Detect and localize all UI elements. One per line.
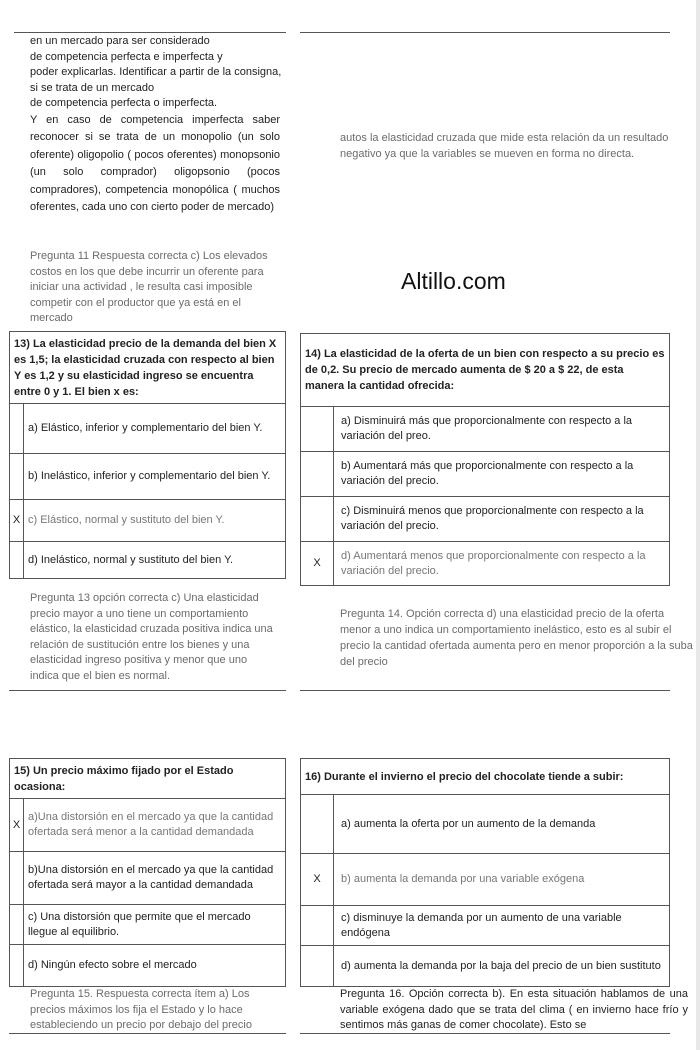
option-text: c) Elástico, normal y sustituto del bien Y. [28, 514, 225, 526]
answer-15: Pregunta 15. Respuesta correcta ítem a) Los precios máximos los fija el Estado y lo hace estableciendo un precio por debajo del precio [30, 988, 252, 1031]
answer-mark [301, 452, 334, 496]
option-15-d[interactable] [10, 945, 285, 986]
option-13-b[interactable] [10, 454, 285, 500]
divider [300, 1033, 670, 1034]
answer-mark [301, 946, 334, 986]
option-text: c) Una distorsión que permite que el mercado llegue al equilibrio. [28, 910, 251, 938]
answer-11: Pregunta 11 Respuesta correcta c) Los elevados costos en los que debe incurrir un oferente para iniciar una actividad , le resulta casi imposible competir con el productor que ya está en el mercado [30, 250, 268, 324]
answer-mark [301, 795, 334, 853]
option-15-a[interactable] [10, 799, 285, 852]
intro-text [30, 34, 298, 112]
answer-mark: X [10, 799, 24, 851]
page-edge [696, 0, 700, 1050]
answer-mark [301, 407, 334, 451]
question-16-title: 16) Durante el invierno el precio del chocolate tiende a subir: [301, 759, 669, 795]
divider [9, 690, 286, 691]
option-13-a[interactable] [10, 404, 285, 454]
answer-mark [10, 454, 24, 499]
question-15 [9, 758, 286, 987]
answer-mark: X [10, 500, 24, 541]
question-15-title: 15) Un precio máximo fijado por el Estado ocasiona: [10, 759, 285, 799]
question-14-title: 14) La elasticidad de la oferta de un bien con respecto a su precio es de 0,2. Su precio de mercado aumenta de $ 20 a $ 22, de esta manera la cantidad ofrecida: [301, 334, 669, 407]
divider [300, 32, 670, 33]
question-13-title: 13) La elasticidad precio de la demanda del bien X es 1,5; la elasticidad cruzada con respecto al bien Y es 1,2 y su elasticidad ingreso se encuentra entre 0 y 1. El bien x es: [10, 332, 285, 404]
question-16 [300, 758, 670, 987]
question-14 [300, 333, 670, 586]
answer-mark [10, 404, 24, 453]
intro-line: de competencia perfecta e imperfecta y [30, 50, 223, 63]
intro-paragraph: Y en caso de competencia imperfecta saber reconocer si se trata de un monopolio (un solo oferente) oligopolio ( pocos oferentes) monopsonio (un solo comprador) oligopsonio (pocos compradores), competencia monopólica ( muchos oferentes, cada uno con cierto poder de mercado) [30, 114, 280, 214]
option-text: c) Disminuirá menos que proporcionalmente con respecto a la variación del precio. [341, 505, 644, 532]
intro-line: poder explicarlas. Identificar a partir de la consigna, [30, 66, 282, 78]
option-14-d[interactable] [301, 542, 669, 585]
intro-line: si se trata de un mercado [30, 81, 155, 94]
option-15-b[interactable] [10, 852, 285, 905]
intro-line: de competencia perfecta o imperfecta. [30, 97, 218, 109]
option-text: b) aumenta la demanda por una variable exógena [341, 873, 585, 885]
divider [300, 690, 670, 691]
option-text: c) disminuye la demanda por un aumento de una variable endógena [341, 911, 622, 939]
answer-mark: X [301, 854, 334, 905]
divider [9, 1033, 286, 1034]
option-15-c[interactable] [10, 905, 285, 945]
option-text: a)Una distorsión en el mercado ya que la cantidad ofertada será menor a la cantidad demandada [28, 811, 274, 838]
intro-line: en un mercado para ser considerado [30, 35, 210, 47]
option-text: a) aumenta la oferta por un aumento de la demanda [341, 817, 596, 830]
option-16-b[interactable] [301, 854, 669, 906]
option-14-c[interactable] [301, 497, 669, 542]
answer-mark [301, 497, 334, 541]
option-text: d) Inelástico, normal y sustituto del bien Y. [28, 553, 234, 566]
divider [14, 32, 286, 33]
option-16-c[interactable] [301, 906, 669, 946]
answer-13: Pregunta 13 opción correcta c) Una elasticidad precio mayor a uno tiene un comportamiento elástico, la elasticidad cruzada positiva indica una relación de sustitución entre los bienes y una elasticidad ingreso positiva y menor que uno indica que el bien es normal. [30, 592, 273, 682]
answer-mark: X [301, 542, 334, 585]
answer-mark [10, 852, 24, 904]
option-14-b[interactable] [301, 452, 669, 497]
answer-16: Pregunta 16. Opción correcta b). En esta situación hablamos de una variable exógena dado que se trata del clima ( en invierno hace frío y sentimos más ganas de comer chocolate). Esto se [340, 988, 688, 1031]
col2-top-text: autos la elasticidad cruzada que mide esta relación da un resultado negativo ya que la variables se mueven en forma no directa. [340, 132, 669, 160]
option-text: d) Aumentará menos que proporcionalmente con respecto a la variación del precio. [341, 549, 646, 577]
answer-mark [10, 905, 24, 944]
option-text: a) Disminuirá más que proporcionalmente con respecto a la variación del preo. [341, 415, 633, 442]
option-text: a) Elástico, inferior y complementario del bien Y. [28, 422, 263, 434]
question-13 [9, 331, 286, 579]
option-16-d[interactable] [301, 946, 669, 986]
answer-14: Pregunta 14. Opción correcta d) una elasticidad precio de la oferta menor a uno indica un comportamiento inelástico, esto es al subir el precio la cantidad ofertada aumenta pero en menor proporción a la suba del precio [340, 608, 693, 668]
answer-mark [10, 945, 24, 986]
option-text: b) Inelástico, inferior y complementario del bien Y. [28, 470, 271, 482]
option-13-d[interactable] [10, 542, 285, 578]
option-16-a[interactable] [301, 795, 669, 854]
answer-mark [301, 906, 334, 945]
option-text: d) aumenta la demanda por la baja del precio de un bien sustituto [341, 959, 661, 972]
option-13-c[interactable] [10, 500, 285, 542]
option-text: b)Una distorsión en el mercado ya que la cantidad ofertada será mayor a la cantidad demandada [28, 864, 274, 891]
altillo-logo-text: Altillo.com [401, 268, 506, 294]
option-text: d) Ningún efecto sobre el mercado [28, 959, 197, 971]
option-text: b) Aumentará más que proporcionalmente con respecto a la variación del precio. [341, 460, 634, 487]
option-14-a[interactable] [301, 407, 669, 452]
answer-mark [10, 542, 24, 578]
